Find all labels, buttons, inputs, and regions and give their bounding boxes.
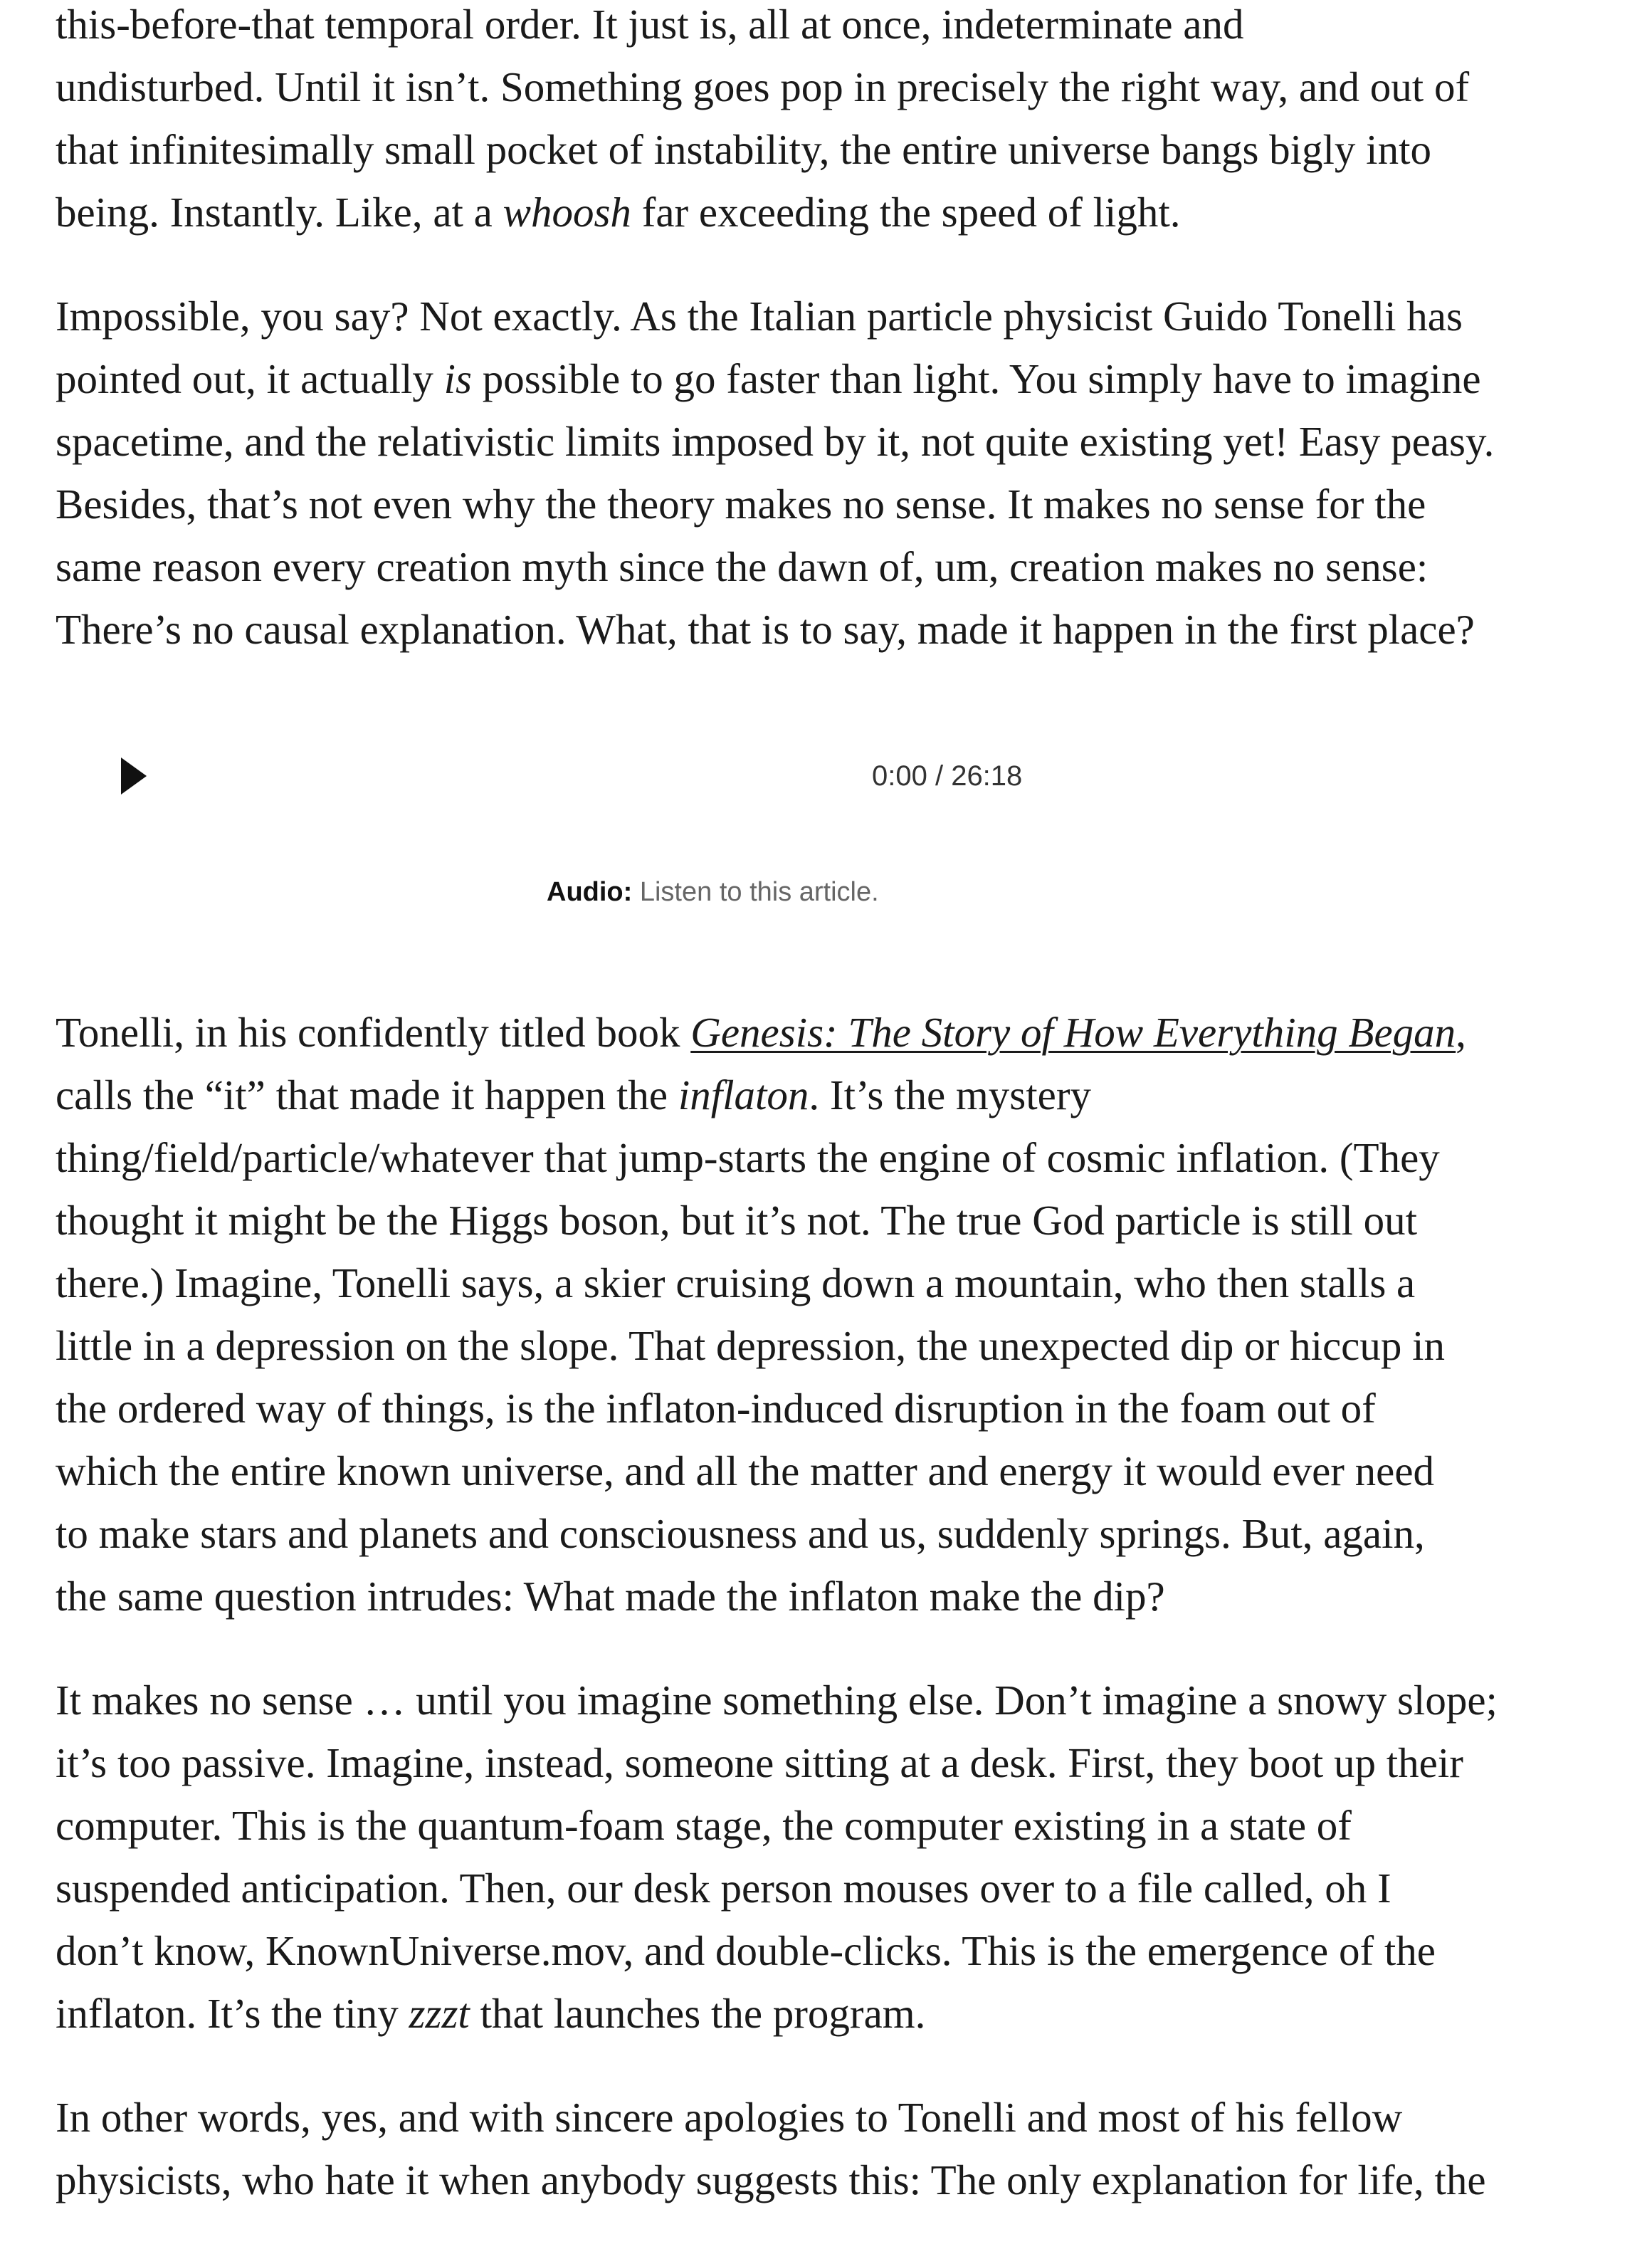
text-line: Tonelli, in his confidently titled book Genesis: The Story of How Everything Began, [56, 1009, 1466, 1056]
text-line: don’t know, KnownUniverse.mov, and double-clicks. This is the emergence of the [56, 1927, 1436, 1974]
text-line: Impossible, you say? Not exactly. As the Italian particle physicist Guido Tonelli has [56, 293, 1463, 340]
emphasis: inflaton [678, 1071, 809, 1118]
text-line: to make stars and planets and consciousness and us, suddenly springs. But, again, [56, 1510, 1425, 1557]
audio-caption [547, 875, 879, 909]
emphasis: zzzt [409, 1990, 470, 2037]
paragraph [56, 2086, 1614, 2211]
text-line: Besides, that’s not even why the theory makes no sense. It makes no sense for the [56, 481, 1426, 528]
text-line: computer. This is the quantum-foam stage, the computer existing in a state of [56, 1802, 1352, 1849]
text-line: calls the “it” that made it happen the inflaton. It’s the mystery [56, 1071, 1091, 1118]
audio-spacer [56, 661, 1614, 1001]
text-line: the same question intrudes: What made the inflaton make the dip? [56, 1573, 1165, 1620]
text-line: the ordered way of things, is the inflaton-induced disruption in the foam out of [56, 1385, 1376, 1432]
text-line: there.) Imagine, Tonelli says, a skier cruising down a mountain, who then stalls a [56, 1259, 1416, 1306]
audio-caption-text: Listen to this article. [632, 877, 879, 907]
text-line: it’s too passive. Imagine, instead, someone sitting at a desk. First, they boot up their [56, 1739, 1463, 1786]
text-line: pointed out, it actually is possible to go faster than light. You simply have to imagine [56, 355, 1481, 402]
text-line: little in a depression on the slope. That depression, the unexpected dip or hiccup in [56, 1322, 1445, 1369]
text-line: spacetime, and the relativistic limits imposed by it, not quite existing yet! Easy peasy. [56, 418, 1495, 465]
text-line: In other words, yes, and with sincere apologies to Tonelli and most of his fellow [56, 2094, 1403, 2141]
text-line: which the entire known universe, and all the matter and energy it would ever need [56, 1447, 1435, 1494]
play-icon [120, 756, 148, 796]
audio-time: 0:00 / 26:18 [872, 760, 1023, 792]
text-line: physicists, who hate it when anybody suggests this: The only explanation for life, the [56, 2156, 1486, 2203]
article-body [56, 0, 1614, 2254]
audio-caption-label: Audio: [547, 877, 633, 907]
emphasis: whoosh [503, 189, 631, 236]
paragraph [56, 1001, 1614, 1627]
text-line: There’s no causal explanation. What, that is to say, made it happen in the first place? [56, 606, 1475, 653]
paragraph [56, 285, 1614, 661]
text-line: inflaton. It’s the tiny zzzt that launches the program. [56, 1990, 926, 2037]
emphasis: is [443, 355, 472, 402]
text-line: being. Instantly. Like, at a whoosh far exceeding the speed of light. [56, 189, 1181, 236]
text-line: this-before-that temporal order. It just is, all at once, indeterminate and [56, 1, 1244, 48]
text-line: suspended anticipation. Then, our desk person mouses over to a file called, oh I [56, 1865, 1391, 1912]
book-link[interactable]: Genesis: The Story of How Everything Began [690, 1009, 1456, 1056]
text-line: thought it might be the Higgs boson, but it’s not. The true God particle is still out [56, 1197, 1418, 1244]
text-line: same reason every creation myth since the dawn of, um, creation makes no sense: [56, 543, 1429, 590]
paragraph [56, 0, 1614, 243]
paragraph [56, 1669, 1614, 2045]
text-line: It makes no sense … until you imagine something else. Don’t imagine a snowy slope; [56, 1677, 1498, 1724]
text-line: undisturbed. Until it isn’t. Something goes pop in precisely the right way, and out of [56, 63, 1470, 110]
play-button[interactable] [120, 756, 148, 796]
text-line: that infinitesimally small pocket of instability, the entire universe bangs bigly into [56, 126, 1431, 173]
text-line: thing/field/particle/whatever that jump-starts the engine of cosmic inflation. (They [56, 1134, 1440, 1181]
